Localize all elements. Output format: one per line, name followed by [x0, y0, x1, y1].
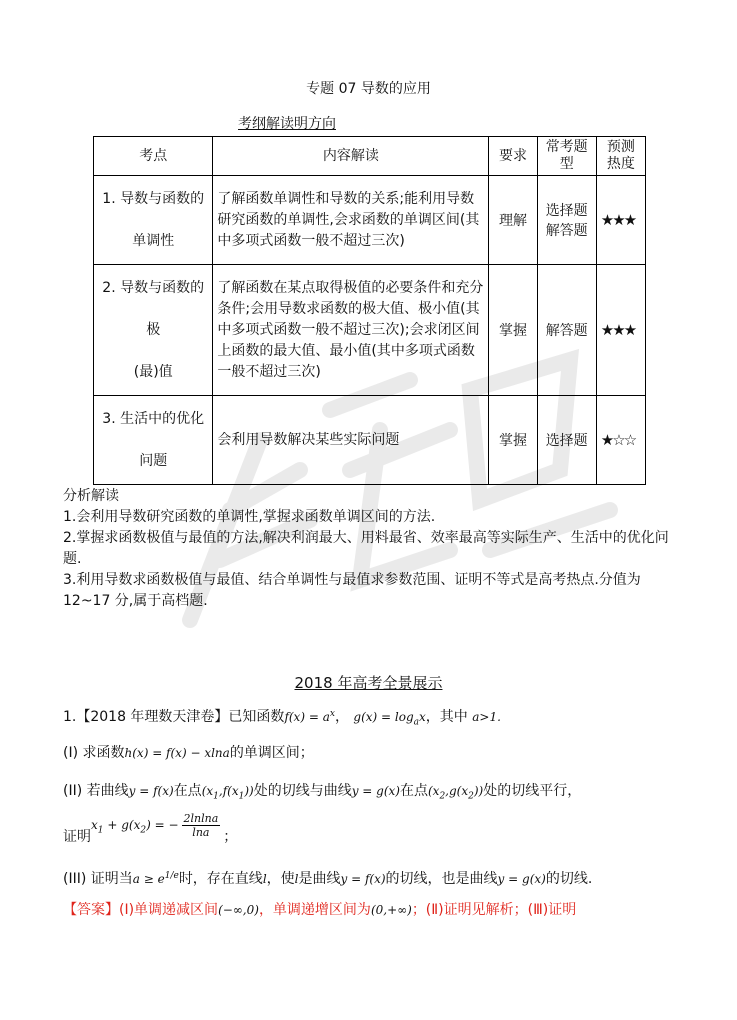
section-heading-2018 [0, 672, 737, 693]
analysis-heading: 分析解读 [63, 488, 119, 504]
topic-line: (最)值 [133, 364, 173, 380]
table-row [94, 265, 646, 396]
problem-part-2 [63, 780, 581, 801]
topic-line: 1. 导数与函数的 [102, 191, 205, 207]
problem-text: 时，存在直线 [178, 871, 263, 887]
fraction: $\frac{2lnlna}{\ln a}$ [183, 812, 219, 839]
heat-rating: ★★★ [596, 176, 645, 265]
analysis-item: 2.掌握求函数极值与最值的方法,解决利润最大、用料最省、效率最高等实际生产、生活中的优化问题. [63, 530, 669, 567]
topic-cell [94, 176, 213, 265]
topic-line: 问题 [139, 453, 168, 469]
header-cell: 常考题型 [537, 137, 596, 176]
syllabus-table [93, 136, 646, 485]
topic-line: 3. 生活中的优化 [102, 411, 205, 427]
formula-condition: a>1. [472, 710, 501, 724]
formula-curve-g: y = g(x) [497, 872, 546, 886]
problem-text: 的切线，也是曲线 [385, 871, 498, 887]
problem-text: (II) 若曲线 [63, 783, 129, 799]
formula-a-condition: $a \ge e^{1/e}$ [132, 871, 179, 886]
table-row [94, 176, 646, 265]
problem-part-3 [63, 868, 592, 888]
topic-cell [94, 396, 213, 485]
problem-text: 的切线. [545, 871, 593, 887]
problem-text: (I) 求函数 [63, 745, 125, 761]
formula-point-2: $(x_2,g(x_2))$ [427, 784, 484, 802]
formula-curve-g: y = g(x) [351, 784, 400, 798]
answer-text: ，单调递增区间为 [258, 902, 371, 918]
formula-g: $g(x) = \log_ax$ [353, 710, 426, 728]
section-heading-outline: 考纲解读明方向 [238, 116, 336, 132]
content-cell: 了解函数单调性和导数的关系;能利用导数研究函数的单调性,会求函数的单调区间(其中多项式函数一般不超过三次) [213, 176, 489, 265]
page-title: 专题 07 导数的应用 [306, 81, 431, 97]
content-cell: 会利用导数解决某些实际问题 [213, 396, 489, 485]
formula-h: h(x) = f(x) − xlna [124, 746, 230, 760]
type-line: 选择题 [545, 433, 588, 449]
formula-curve-f: y = f(x) [340, 872, 386, 886]
answer-line [63, 899, 576, 919]
question-type-cell [537, 176, 596, 265]
answer-text: 【答案】(Ⅰ)单调递减区间 [63, 902, 219, 918]
problem-text: 1.【2018 年理数天津卷】已知函数 [63, 709, 285, 725]
problem-text: 在点 [399, 783, 428, 799]
problem-intro [63, 706, 501, 727]
analysis-item: 1.会利用导数研究函数的单调性,掌握求函数单调区间的方法. [63, 509, 436, 525]
formula-f: $f(x) = a^x$ [284, 709, 335, 724]
problem-text: 的单调区间； [229, 745, 314, 761]
problem-text: 在点 [173, 783, 202, 799]
question-type-cell [537, 396, 596, 485]
formula-interval: (−∞,0) [218, 903, 259, 917]
table-header-row [94, 137, 646, 176]
table-row [94, 396, 646, 485]
formula-point-1: $(x_1,f(x_1))$ [201, 784, 254, 802]
header-cell: 内容解读 [213, 137, 489, 176]
problem-text: (III) 证明当 [63, 871, 133, 887]
heat-rating: ★☆☆ [596, 396, 645, 485]
requirement-cell: 掌握 [489, 265, 537, 396]
content-cell: 了解函数在某点取得极值的必要条件和充分条件;会用导数求函数的极大值、极小值(其中多项式函数一般不超过三次);会求闭区间上函数的最大值、最小值(其中多项式函数一般不超过三次) [213, 265, 489, 396]
topic-line: 2. 导数与函数的 [102, 280, 205, 296]
topic-line: 极 [146, 322, 161, 338]
problem-part-1 [63, 742, 314, 762]
type-line: 选择题 [545, 203, 588, 219]
heat-rating: ★★★ [596, 265, 645, 396]
problem-text: ； [223, 829, 238, 845]
problem-part-2-proof [63, 812, 238, 845]
formula-line-l: l [262, 872, 267, 886]
problem-text: 证明 [63, 829, 91, 845]
problem-text: ， [334, 709, 349, 725]
formula-line-l: l [294, 872, 299, 886]
header-cell: 考点 [94, 137, 213, 176]
analysis-item: 3.利用导数求函数极值与最值、结合单调性与最值求参数范围、证明不等式是高考热点.分值为 12~17 分,属于高档题. [63, 572, 641, 609]
formula-inequality: $x_1 + g(x_2)$ = − $\frac{2lnlna}{\ln a}$ [91, 812, 219, 839]
header-cell: 要求 [489, 137, 537, 176]
header-cell: 预测热度 [596, 137, 645, 176]
section-heading-text: 2018 年高考全景展示 [294, 674, 443, 692]
problem-text: 是曲线 [298, 871, 341, 887]
formula-curve-f: y = f(x) [128, 784, 174, 798]
type-line: 解答题 [545, 323, 588, 339]
type-line: 解答题 [545, 223, 588, 239]
formula-interval: (0,+∞) [370, 903, 412, 917]
answer-text: ；(Ⅱ)证明见解析；(Ⅲ)证明 [411, 902, 577, 918]
problem-text: ，其中 [425, 709, 468, 725]
topic-line: 单调性 [132, 233, 175, 249]
question-type-cell [537, 265, 596, 396]
problem-text: ，使 [266, 871, 295, 887]
topic-cell [94, 265, 213, 396]
analysis-block [63, 486, 683, 612]
problem-text: 处的切线与曲线 [253, 783, 352, 799]
requirement-cell: 理解 [489, 176, 537, 265]
problem-text: 处的切线平行， [483, 783, 582, 799]
requirement-cell: 掌握 [489, 396, 537, 485]
